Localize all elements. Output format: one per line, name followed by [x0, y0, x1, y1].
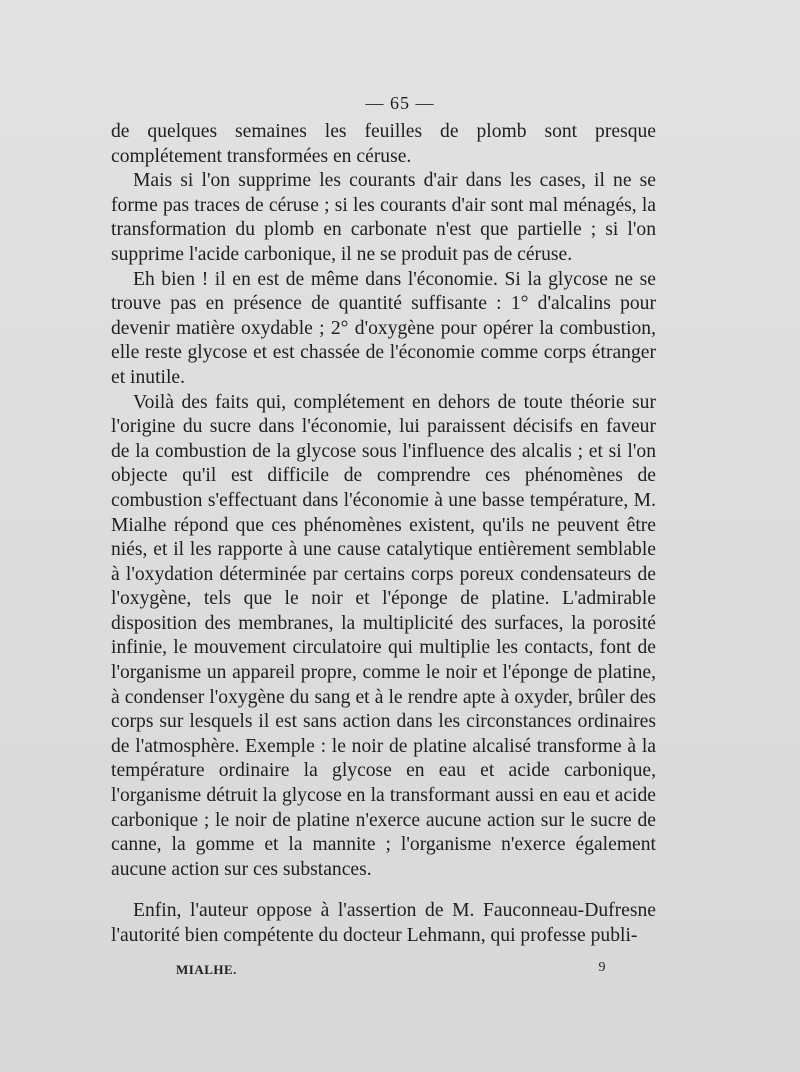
paragraph-5: Enfin, l'auteur oppose à l'assertion de M. Fauconneau-Dufresne l'autorité bien compétente du docteur Lehmann, qui professe publi-: [111, 900, 656, 946]
paragraph-1: de quelques semaines les feuilles de plomb sont presque complétement transformées en céruse.: [111, 121, 656, 167]
paragraph-2: Mais si l'on supprime les courants d'air dans les cases, il ne se forme pas traces de céruse ; si les courants d'air sont mal ménagés, la transformation du plomb en carbonate n'est que partielle ; si l'on supprime l'acide carbonique, il ne se produit pas de céruse.: [111, 170, 656, 265]
signature-mark: MIALHE.: [176, 962, 237, 977]
sheet-number: 9: [598, 960, 606, 975]
page-number-header: — 65 —: [365, 93, 435, 113]
paragraph-4: Voilà des faits qui, complétement en dehors de toute théorie sur l'origine du sucre dans l'économie, lui paraissent décisifs en faveur de la combustion de la glycose sous l'influence des alcalis ; et si l'on objecte qu'il est difficile de comprendre ces phénomènes de combustion s'effectuant dans l'économie à une basse température, M. Mialhe répond que ces phénomènes existent, qu'ils ne peuvent être niés, et il les rapporte à une cause catalytique entièrement semblable à l'oxydation déterminée par certains corps poreux condensateurs de l'oxygène, tels que le noir et l'éponge de platine. L'admirable disposition des membranes, la multiplicité des surfaces, la porosité infinie, le mouvement circulatoire qui multiplie les contacts, font de l'organisme un appareil propre, comme le noir et l'éponge de platine, à condenser l'oxygène du sang et à le rendre apte à oxyder, brûler des corps sur lesquels il est sans action dans les circonstances ordinaires de l'atmosphère. Exemple : le noir de platine alcalisé transforme à la température ordinaire la glycose en eau et acide carbonique, l'organisme détruit la glycose en la transformant aussi en eau et acide carbonique ; le noir de platine n'exerce aucune action sur le sucre de canne, la gomme et la mannite ; l'organisme n'exerce également aucune action sur ces substances.: [111, 391, 656, 880]
body-text: [111, 120, 656, 949]
paragraph-3: Eh bien ! il en est de même dans l'économie. Si la glycose ne se trouve pas en présence de quantité suffisante : 1° d'alcalins pour devenir matière oxydable ; 2° d'oxygène pour opérer la combustion, elle reste glycose et est chassée de l'économie comme corps étranger et inutile.: [111, 268, 656, 388]
